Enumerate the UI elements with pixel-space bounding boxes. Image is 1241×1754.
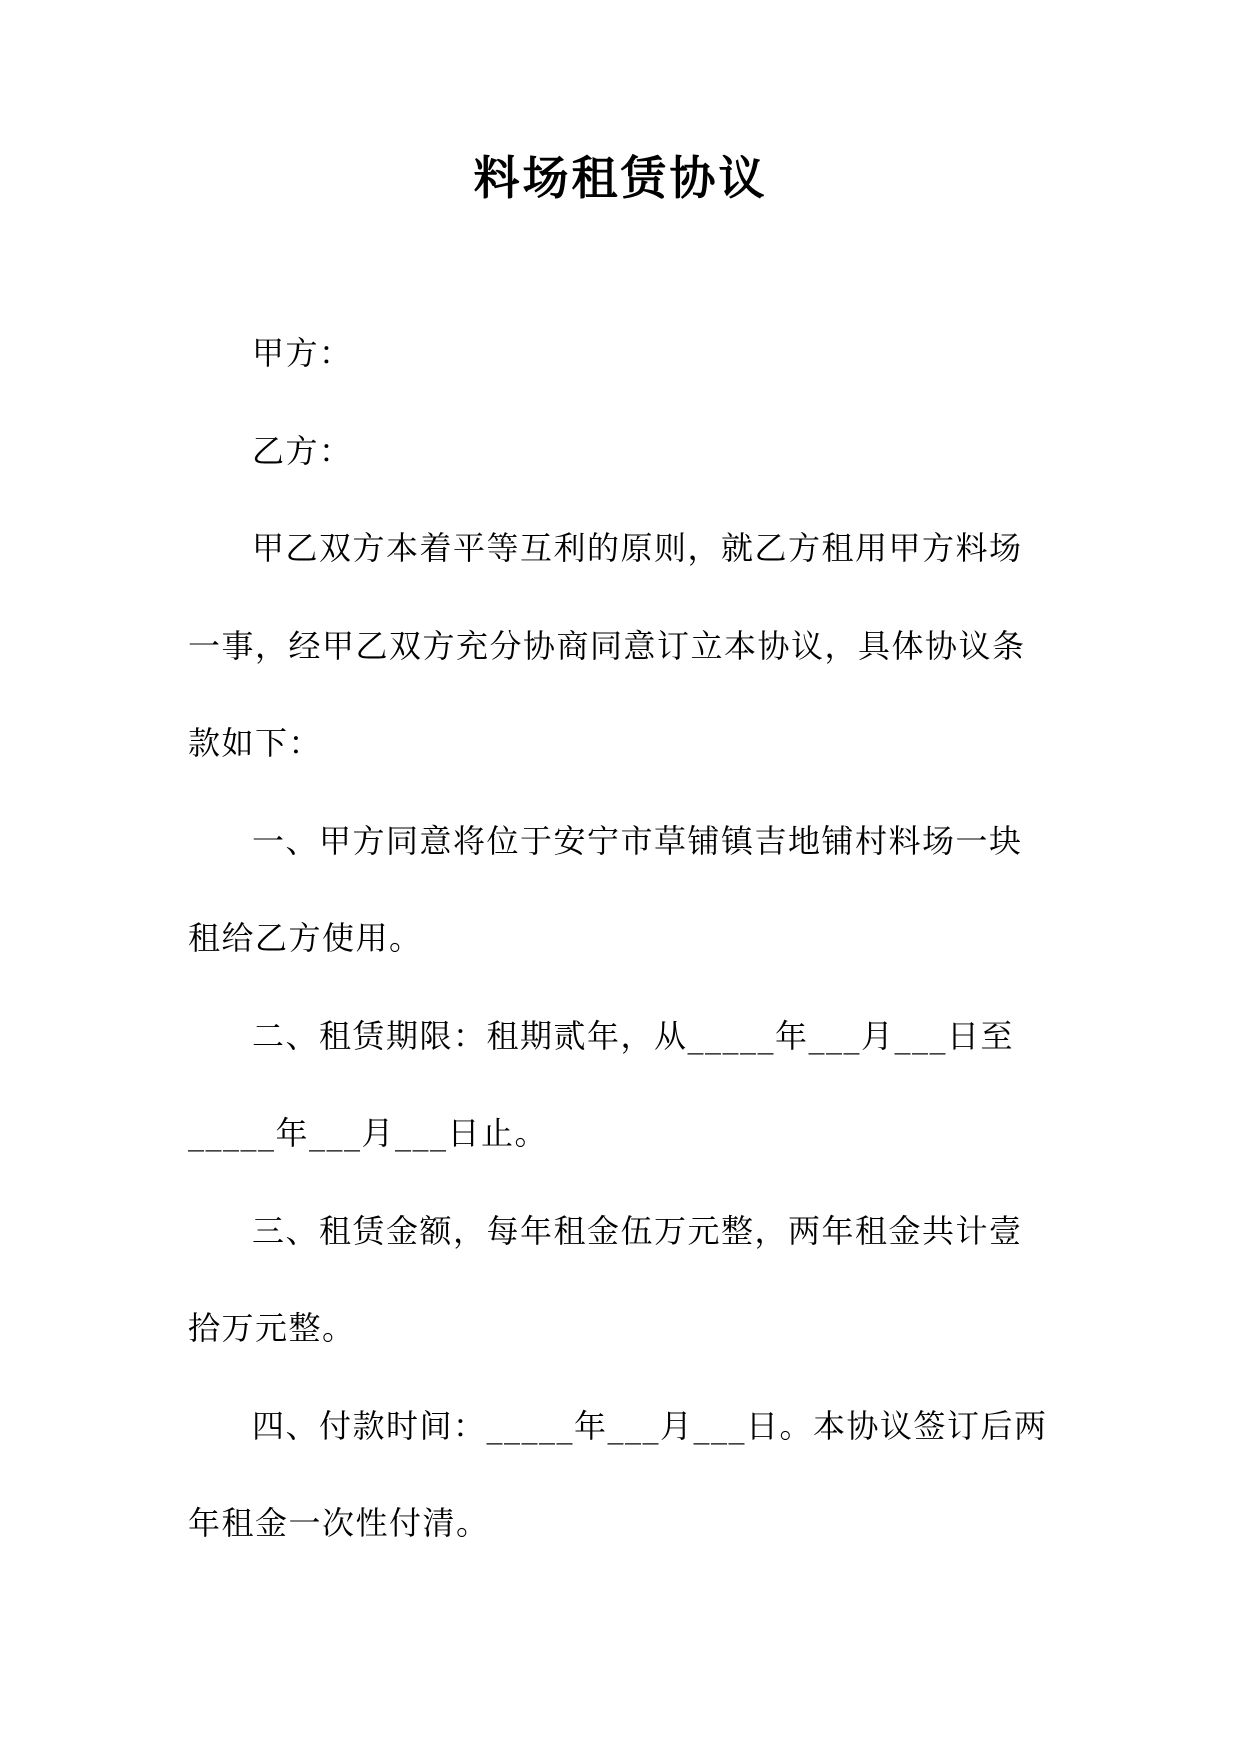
clause-1-paragraph: 一、甲方同意将位于安宁市草铺镇吉地铺村料场一块租给乙方使用。 [188, 821, 1023, 957]
party-a-line: 甲方： [252, 334, 353, 372]
clause-3-paragraph: 三、租赁金额，每年租金伍万元整，两年租金共计壹拾万元整。 [188, 1211, 1023, 1347]
document-body [188, 305, 1048, 1573]
document-title: 料场租赁协议 [473, 151, 768, 205]
clause-4-paragraph: 四、付款时间：_____年___月___日。本协议签订后两年租金一次性付清。 [188, 1406, 1048, 1542]
clause-2-paragraph: 二、租赁期限：租期贰年，从_____年___月___日至_____年___月___日止。 [188, 1016, 1015, 1152]
party-b-line: 乙方： [252, 431, 353, 470]
preamble-paragraph: 甲乙双方本着平等互利的原则，就乙方租用甲方料场一事，经甲乙双方充分协商同意订立本协议，具体协议条款如下： [188, 529, 1026, 762]
